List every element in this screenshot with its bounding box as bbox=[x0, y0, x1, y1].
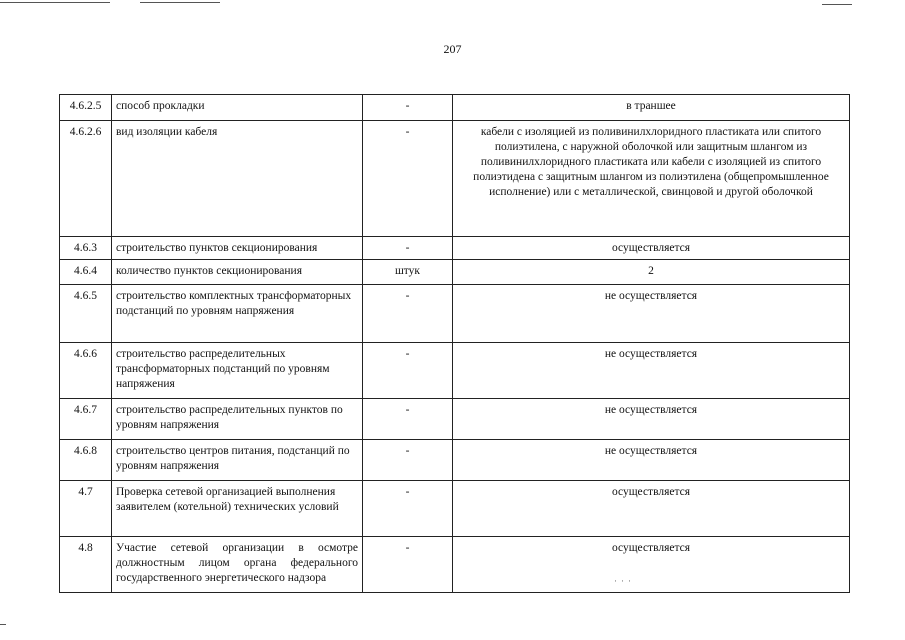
row-code: 4.6.3 bbox=[60, 237, 112, 260]
row-code: 4.6.7 bbox=[60, 399, 112, 440]
row-code: 4.7 bbox=[60, 481, 112, 537]
row-unit: - bbox=[363, 537, 453, 593]
row-code: 4.6.5 bbox=[60, 285, 112, 343]
row-description: способ прокладки bbox=[112, 95, 363, 121]
row-description: строительство распределительных трансформаторных подстанций по уровням напряжения bbox=[112, 343, 363, 399]
row-unit: - bbox=[363, 95, 453, 121]
table-row bbox=[60, 237, 850, 260]
row-code: 4.6.2.5 bbox=[60, 95, 112, 121]
row-code: 4.6.4 bbox=[60, 260, 112, 285]
row-unit: - bbox=[363, 285, 453, 343]
row-value: не осуществляется bbox=[453, 285, 850, 343]
scan-artifact-line bbox=[0, 624, 6, 625]
row-description: Участие сетевой организации в осмотре должностным лицом органа федерального государственного энергетического надзора bbox=[112, 537, 363, 593]
row-value: осуществляется bbox=[453, 237, 850, 260]
scan-artifact-line bbox=[0, 2, 110, 3]
row-unit: - bbox=[363, 121, 453, 237]
row-unit: - bbox=[363, 343, 453, 399]
row-unit: - bbox=[363, 440, 453, 481]
row-value: в траншее bbox=[453, 95, 850, 121]
row-value: не осуществляется bbox=[453, 343, 850, 399]
page-number: 207 bbox=[443, 42, 462, 56]
scan-artifact-line bbox=[822, 4, 852, 5]
table-row bbox=[60, 95, 850, 121]
row-code: 4.6.6 bbox=[60, 343, 112, 399]
row-description: строительство пунктов секционирования bbox=[112, 237, 363, 260]
row-value: осуществляется bbox=[453, 481, 850, 537]
row-description: Проверка сетевой организацией выполнения заявителем (котельной) технических условий bbox=[112, 481, 363, 537]
table-row bbox=[60, 260, 850, 285]
scan-artifact-line bbox=[140, 2, 220, 3]
row-value: 2 bbox=[453, 260, 850, 285]
row-code: 4.6.8 bbox=[60, 440, 112, 481]
table-row bbox=[60, 537, 850, 593]
table-row bbox=[60, 481, 850, 537]
table-row bbox=[60, 399, 850, 440]
row-value: осуществляется bbox=[453, 537, 850, 593]
row-value: не осуществляется bbox=[453, 399, 850, 440]
row-description: строительство распределительных пунктов по уровням напряжения bbox=[112, 399, 363, 440]
row-unit: - bbox=[363, 481, 453, 537]
row-unit: - bbox=[363, 237, 453, 260]
row-code: 4.8 bbox=[60, 537, 112, 593]
row-unit: штук bbox=[363, 260, 453, 285]
table-row bbox=[60, 285, 850, 343]
scan-artifact-dots: ··· bbox=[614, 576, 635, 586]
row-code: 4.6.2.6 bbox=[60, 121, 112, 237]
row-unit: - bbox=[363, 399, 453, 440]
table-row bbox=[60, 121, 850, 237]
row-value: не осуществляется bbox=[453, 440, 850, 481]
table-row bbox=[60, 343, 850, 399]
row-description: строительство комплектных трансформаторных подстанций по уровням напряжения bbox=[112, 285, 363, 343]
row-description: вид изоляции кабеля bbox=[112, 121, 363, 237]
row-description: количество пунктов секционирования bbox=[112, 260, 363, 285]
row-description: строительство центров питания, подстанций по уровням напряжения bbox=[112, 440, 363, 481]
specification-table bbox=[59, 94, 850, 593]
row-value: кабели с изоляцией из поливинилхлоридного пластиката или спитого полиэтилена, с наружной оболочкой или защитным шлангом из поливинилхлоридного пластиката или кабели с изоляцией из спитого полиэтидена с защитным шлангом из полиэтилена (общепромышленное исполнение) или с металлической, свинцовой и другой оболочкой bbox=[453, 121, 850, 237]
table-row bbox=[60, 440, 850, 481]
